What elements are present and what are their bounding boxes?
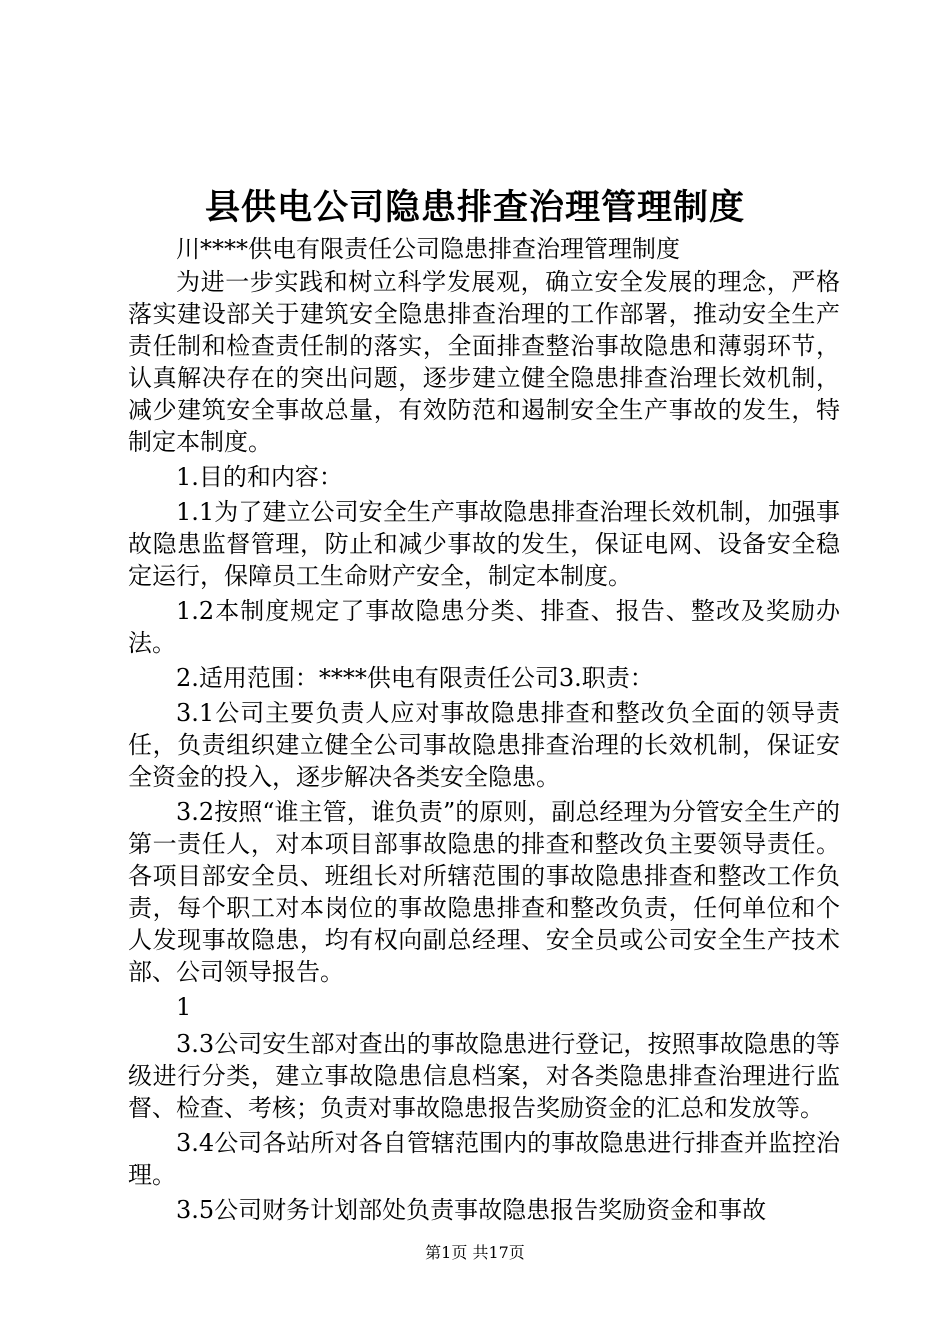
- inline-page-number: 1: [176, 993, 192, 1021]
- document-title: 县供电公司隐患排查治理管理制度: [204, 188, 745, 228]
- paragraph-subtitle: 川****供电有限责任公司隐患排查治理管理制度: [176, 235, 680, 263]
- paragraph-3-1: 3.1公司主要负责人应对事故隐患排查和整改负全面的领导责任，负责组织建立健全公司事故隐患排查治理的长效机制，保证安全资金的投入，逐步解决各类安全隐患。: [128, 699, 840, 791]
- paragraph-1-2: 1.2本制度规定了事故隐患分类、排查、报告、整改及奖励办法。: [128, 597, 840, 657]
- paragraph-intro: 为进一步实践和树立科学发展观，确立安全发展的理念，严格落实建设部关于建筑安全隐患排查治理的工作部署，推动安全生产责任制和检查责任制的落实，全面排查整治事故隐患和薄弱环节，认真解决存在的突出问题，逐步建立健全隐患排查治理长效机制，减少建筑安全事故总量，有效防范和遏制安全生产事故的发生，特制定本制度。: [128, 268, 840, 456]
- paragraph-3-4: 3.4公司各站所对各自管辖范围内的事故隐患进行排查并监控治理。: [128, 1129, 840, 1189]
- paragraph-section-2-3: 2.适用范围：****供电有限责任公司3.职责：: [176, 664, 654, 692]
- paragraph-3-2: 3.2按照“谁主管，谁负责”的原则，副总经理为分管安全生产的第一责任人，对本项目部事故隐患的排查和整改负主要领导责任。各项目部安全员、班组长对所辖范围的事故隐患排查和整改工作负责，每个职工对本岗位的事故隐患排查和整改负责，任何单位和个人发现事故隐患，均有权向副总经理、安全员或公司安全生产技术部、公司领导报告。: [128, 798, 840, 986]
- paragraph-3-5: 3.5公司财务计划部处负责事故隐患报告奖励资金和事故: [176, 1196, 767, 1224]
- page-footer: 第1页 共17页: [425, 1243, 525, 1262]
- paragraph-1-1: 1.1为了建立公司安全生产事故隐患排查治理长效机制，加强事故隐患监督管理，防止和减少事故的发生，保证电网、设备安全稳定运行，保障员工生命财产安全，制定本制度。: [128, 498, 840, 590]
- paragraph-3-3: 3.3公司安生部对查出的事故隐患进行登记，按照事故隐患的等级进行分类，建立事故隐患信息档案，对各类隐患排查治理进行监督、检查、考核；负责对事故隐患报告奖励资金的汇总和发放等。: [128, 1030, 840, 1122]
- paragraph-section-1: 1.目的和内容：: [176, 463, 343, 491]
- document-body: [128, 233, 840, 1229]
